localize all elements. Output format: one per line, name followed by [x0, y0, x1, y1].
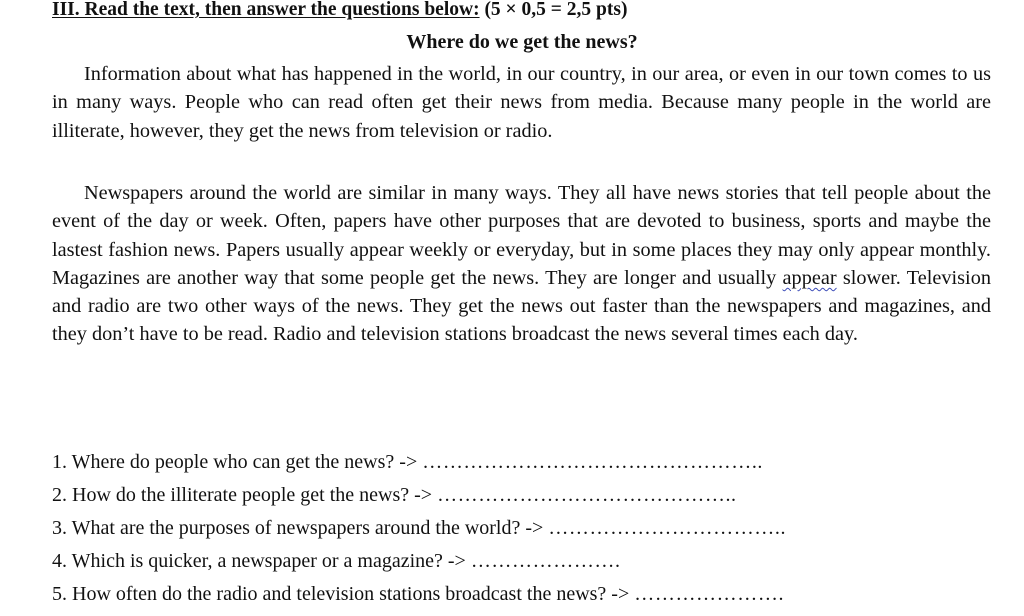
section-heading	[52, 0, 627, 23]
question-item	[52, 446, 1012, 479]
question-item	[52, 545, 1012, 578]
question-text: 2. How do the illiterate people get the news? ->	[52, 484, 433, 506]
answer-blank[interactable]: ………………….	[470, 550, 621, 572]
question-item	[52, 479, 1012, 512]
question-text: 1. Where do people who can get the news? ->	[52, 451, 418, 473]
paragraph-2-text-before: Newspapers around the world are similar in many ways. They all have news stories that tell people about the event of the day or week. Often, papers have other purposes that are devoted to business, sports and maybe the lastest fashion news. Papers usually appear weekly or everyday, but in some places they may only appear monthly. Magazines are another way that some people get the news. They are longer and usually	[52, 182, 991, 289]
answer-blank[interactable]: ………………….	[634, 583, 785, 605]
paragraph-2-text-after: slower. Television and radio are two other ways of the news. They get the news out faster than the newspapers and magazines, and they don’t have to be read. Radio and television stations broadcast the news several times each day.	[52, 266, 991, 346]
spellcheck-flagged-word: appear	[782, 266, 837, 289]
question-list	[52, 446, 1012, 611]
section-points: (5 × 0,5 = 2,5 pts)	[484, 0, 628, 20]
question-text: 5. How often do the radio and television stations broadcast the news? ->	[52, 583, 630, 605]
question-item	[52, 512, 1012, 545]
section-instruction: III. Read the text, then answer the questions below:	[52, 0, 480, 20]
answer-blank[interactable]: ……………………………………..	[437, 484, 737, 506]
passage-paragraph-1: Information about what has happened in the world, in our country, in our area, or even in our town comes to us in many ways. People who can read often get their news from media. Because many people in the world are illiterate, however, they get the news from television or radio.	[52, 63, 991, 142]
passage-paragraph-2	[52, 179, 991, 349]
question-text: 3. What are the purposes of newspapers around the world? ->	[52, 517, 544, 539]
question-item	[52, 578, 1012, 611]
question-text: 4. Which is quicker, a newspaper or a magazine? ->	[52, 550, 466, 572]
answer-blank[interactable]: …………………………………………..	[422, 451, 764, 473]
answer-blank[interactable]: ……………………………..	[548, 517, 787, 539]
passage-title: Where do we get the news?	[406, 31, 638, 53]
